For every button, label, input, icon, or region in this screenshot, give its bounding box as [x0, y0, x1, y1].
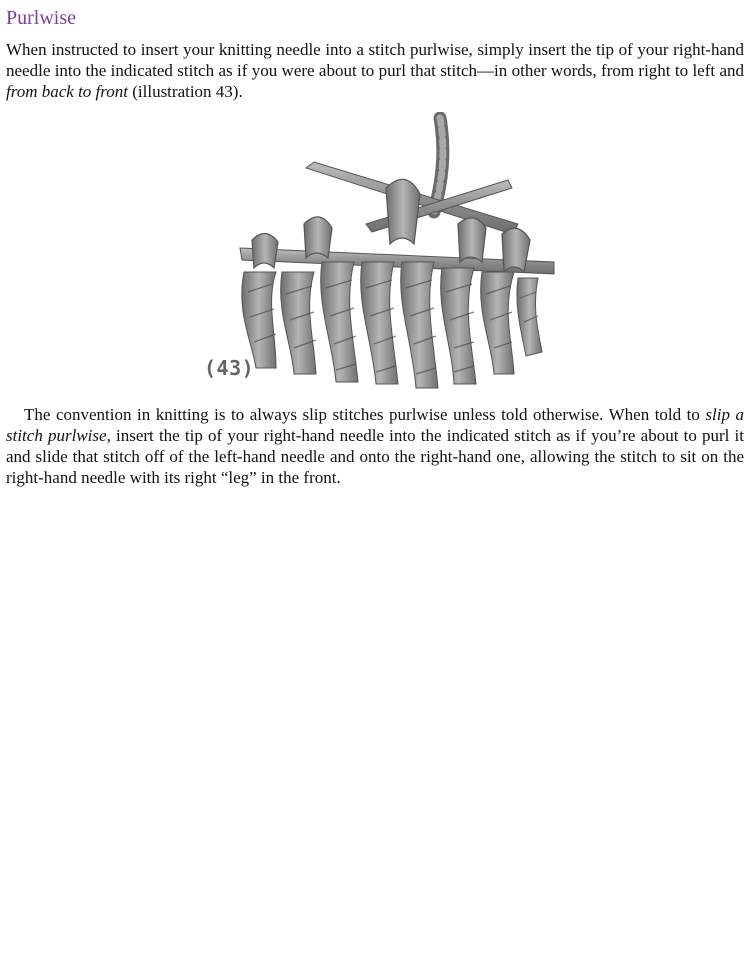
emphasis-slip-a-stitch-purlwise: slip a stitch purlwise [6, 405, 744, 445]
paragraph-text: When instructed to insert your knitting needle into a stitch purlwise, simply insert the tip of your right-hand needle into the indicated stitch as if you were about to purl that stitch—in other words, from right to left and [6, 40, 744, 80]
paragraph-lead: The convention in knitting is to always slip stitches purlwise unless told otherwise. When told to [24, 405, 706, 424]
figure-label: (43) [204, 356, 255, 380]
paragraph-tail: (illustration 43). [127, 82, 243, 101]
page [6, 0, 744, 488]
section-title: Purlwise [6, 7, 76, 29]
paragraph-text: , insert the tip of your right-hand needle into the indicated stitch as if you’re about to purl it and slide that stitch off of the left-hand needle and onto the right-hand one, allowing the stitch to sit on the right-hand needle with its right “leg” in the front. [6, 426, 744, 487]
body-paragraph-slip-purlwise [6, 404, 744, 488]
emphasis-from-back-to-front: from back to front [6, 82, 128, 101]
illustration-43 [6, 112, 744, 404]
body-paragraph-purlwise-instruction [6, 39, 744, 102]
